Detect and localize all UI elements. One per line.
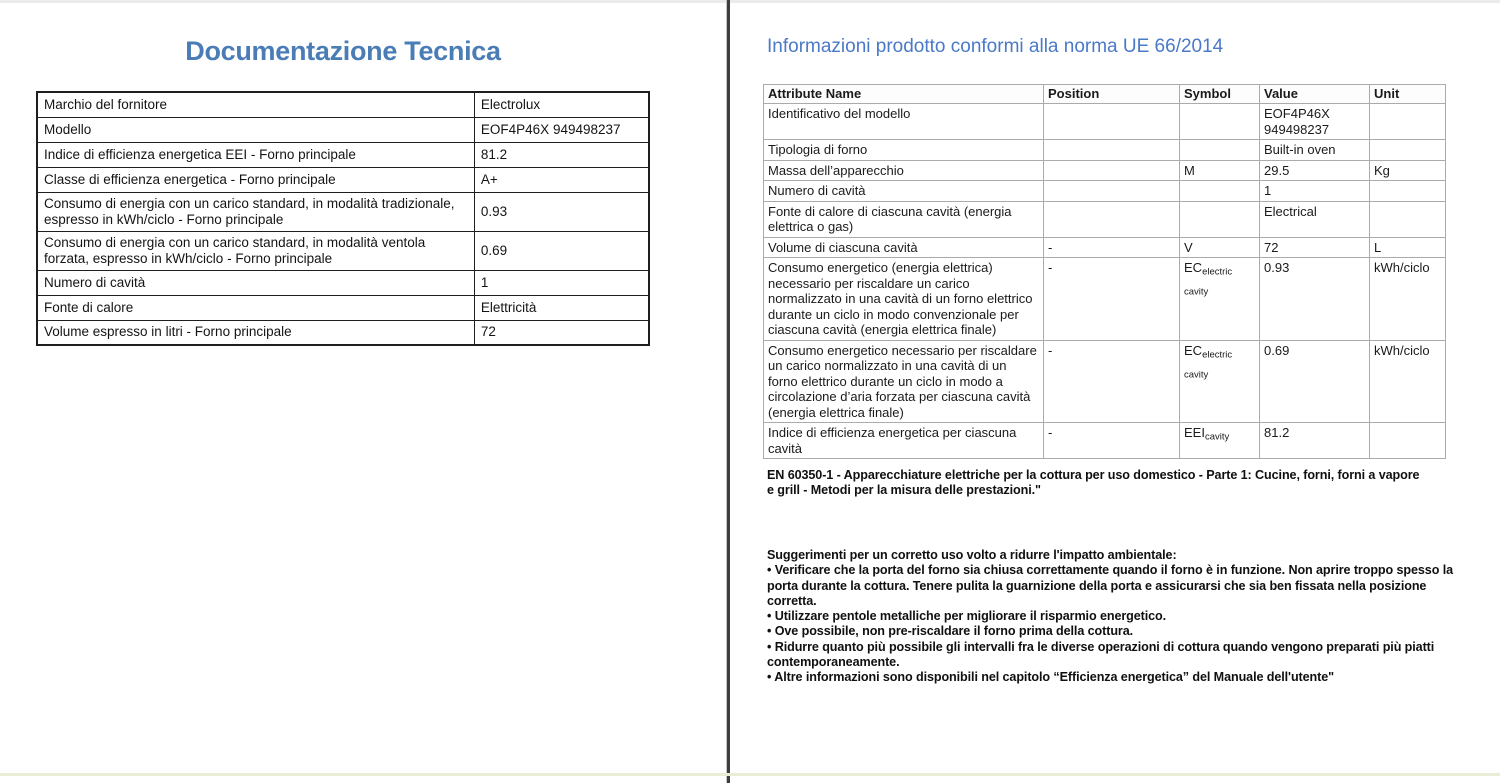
unit-cell: kWh/ciclo bbox=[1370, 258, 1446, 341]
attribute-cell: Consumo energetico (energia elettrica) necessario per riscaldare un carico normalizzato in una cavità di un forno elettrico durante un ciclo in modo convenzionale per ciascuna cavità (energia elettrica finale) bbox=[764, 258, 1044, 341]
spec-label-cell: Numero di cavità bbox=[37, 270, 474, 295]
product-row bbox=[764, 140, 1446, 161]
symbol-cell bbox=[1180, 160, 1260, 181]
attribute-cell: Numero di cavità bbox=[764, 181, 1044, 202]
symbol-cell bbox=[1180, 201, 1260, 237]
suggestion-item: • Ove possibile, non pre-riscaldare il forno prima della cottura. bbox=[767, 624, 1134, 639]
right-page bbox=[726, 0, 1500, 783]
suggestions-list bbox=[767, 563, 1457, 685]
value-cell: Electrical bbox=[1260, 201, 1370, 237]
left-page-title: Documentazione Tecnica bbox=[185, 36, 501, 66]
position-cell bbox=[1044, 201, 1180, 237]
suggestion-item: • Verificare che la porta del forno sia chiusa correttamente quando il forno è in funzione. Non aprire troppo spesso la porta durante la cottura. Tenere pulita la guarnizione della porta e assicurarsi che sia ben fissata nella posizione corretta. bbox=[767, 563, 1454, 608]
product-table-header: Unit bbox=[1370, 85, 1446, 104]
suggestion-item: • Altre informazioni sono disponibili nel capitolo “Efficienza energetica” del Manuale dell'utente" bbox=[767, 670, 1335, 685]
product-row bbox=[764, 201, 1446, 237]
symbol-base: EEI bbox=[1184, 425, 1205, 440]
product-table-header: Symbol bbox=[1180, 85, 1260, 104]
position-cell: - bbox=[1044, 258, 1180, 341]
unit-cell: Kg bbox=[1370, 160, 1446, 181]
symbol-cell bbox=[1180, 340, 1260, 423]
value-cell: 29.5 bbox=[1260, 160, 1370, 181]
position-cell bbox=[1044, 104, 1180, 140]
spec-table-body bbox=[37, 92, 649, 345]
spec-row bbox=[37, 167, 649, 192]
position-cell bbox=[1044, 140, 1180, 161]
suggestions-block bbox=[767, 548, 1457, 686]
product-table-header: Position bbox=[1044, 85, 1180, 104]
symbol-base: EC bbox=[1184, 342, 1203, 358]
symbol-subscript: electric cavity bbox=[1184, 266, 1233, 298]
spec-value-cell: A+ bbox=[474, 167, 649, 192]
spec-table bbox=[36, 91, 650, 346]
symbol-subscript: electric cavity bbox=[1184, 349, 1233, 380]
attribute-cell: Tipologia di forno bbox=[764, 140, 1044, 161]
spec-row bbox=[37, 192, 649, 231]
spec-value-cell: Elettricità bbox=[474, 295, 649, 320]
product-table-header: Attribute Name bbox=[764, 85, 1044, 104]
product-table-body bbox=[764, 104, 1446, 459]
unit-cell: kWh/ciclo bbox=[1370, 340, 1446, 423]
unit-cell bbox=[1370, 181, 1446, 202]
symbol-base: EC bbox=[1184, 260, 1203, 275]
spec-label-cell: Volume espresso in litri - Forno principale bbox=[37, 320, 474, 345]
spec-row bbox=[37, 231, 649, 270]
value-cell: 72 bbox=[1260, 237, 1370, 258]
product-row bbox=[764, 181, 1446, 202]
spec-value-cell: 0.93 bbox=[474, 192, 649, 231]
spec-row bbox=[37, 142, 649, 167]
spec-label-cell: Classe di efficienza energetica - Forno principale bbox=[37, 167, 474, 192]
position-cell bbox=[1044, 181, 1180, 202]
spec-row bbox=[37, 270, 649, 295]
right-page-title: Informazioni prodotto conformi alla norma UE 66/2014 bbox=[767, 36, 1224, 57]
product-row bbox=[764, 104, 1446, 140]
unit-cell bbox=[1370, 140, 1446, 161]
spec-label-cell: Marchio del fornitore bbox=[37, 92, 474, 117]
spec-row bbox=[37, 117, 649, 142]
symbol-cell bbox=[1180, 181, 1260, 202]
unit-cell bbox=[1370, 201, 1446, 237]
position-cell: - bbox=[1044, 340, 1180, 423]
spec-label-cell: Consumo di energia con un carico standard, in modalità tradizionale, espresso in kWh/ciclo - Forno principale bbox=[37, 192, 474, 231]
value-cell: 0.93 bbox=[1260, 258, 1370, 341]
spec-label-cell: Indice di efficienza energetica EEI - Forno principale bbox=[37, 142, 474, 167]
standard-note: EN 60350-1 - Apparecchiature elettriche per la cottura per uso domestico - Parte 1: Cucine, forni, forni a vapore e grill - Metodi per la misura delle prestazioni." bbox=[767, 468, 1420, 498]
spec-row bbox=[37, 295, 649, 320]
value-cell: Built-in oven bbox=[1260, 140, 1370, 161]
attribute-cell: Massa dell’apparecchio bbox=[764, 160, 1044, 181]
product-row bbox=[764, 237, 1446, 258]
symbol-cell bbox=[1180, 258, 1260, 341]
spec-label-cell: Modello bbox=[37, 117, 474, 142]
unit-cell: L bbox=[1370, 237, 1446, 258]
spec-value-cell: 81.2 bbox=[474, 142, 649, 167]
spec-value-cell: 1 bbox=[474, 270, 649, 295]
product-table bbox=[763, 84, 1446, 459]
product-row bbox=[764, 258, 1446, 341]
unit-cell bbox=[1370, 104, 1446, 140]
product-row bbox=[764, 160, 1446, 181]
suggestions-heading: Suggerimenti per un corretto uso volto a ridurre l'impatto ambientale: bbox=[767, 548, 1177, 562]
product-row bbox=[764, 423, 1446, 459]
spec-row bbox=[37, 320, 649, 345]
symbol-cell bbox=[1180, 140, 1260, 161]
attribute-cell: Fonte di calore di ciascuna cavità (energia elettrica o gas) bbox=[764, 201, 1044, 237]
spec-label-cell: Fonte di calore bbox=[37, 295, 474, 320]
attribute-cell: Indice di efficienza energetica per ciascuna cavità bbox=[764, 423, 1044, 459]
attribute-cell: Consumo energetico necessario per riscaldare un carico normalizzato in una cavità di un forno elettrico durante un ciclo in modo a circolazione d’aria forzata per ciascuna cavità (energia elettrica finale) bbox=[764, 340, 1044, 423]
spec-value-cell: 0.69 bbox=[474, 231, 649, 270]
symbol-base: M bbox=[1184, 162, 1195, 178]
value-cell: 0.69 bbox=[1260, 340, 1370, 423]
attribute-cell: Volume di ciascuna cavità bbox=[764, 237, 1044, 258]
symbol-base: V bbox=[1184, 239, 1193, 255]
product-table-header: Value bbox=[1260, 85, 1370, 104]
left-page bbox=[0, 0, 726, 783]
position-cell bbox=[1044, 160, 1180, 181]
position-cell: - bbox=[1044, 423, 1180, 459]
product-table-head bbox=[764, 85, 1446, 104]
product-row bbox=[764, 340, 1446, 423]
position-cell: - bbox=[1044, 237, 1180, 258]
symbol-cell bbox=[1180, 104, 1260, 140]
spec-row bbox=[37, 92, 649, 117]
attribute-cell: Identificativo del modello bbox=[764, 104, 1044, 140]
suggestion-item: • Ridurre quanto più possibile gli intervalli fra le diverse operazioni di cottura quando vengono preparati più piatti contemporaneamente. bbox=[767, 639, 1435, 670]
spec-value-cell: 72 bbox=[474, 320, 649, 345]
symbol-cell bbox=[1180, 237, 1260, 258]
symbol-cell bbox=[1180, 423, 1260, 459]
product-table-header-row bbox=[764, 85, 1446, 104]
spec-value-cell: EOF4P46X 949498237 bbox=[474, 117, 649, 142]
spec-label-cell: Consumo di energia con un carico standard, in modalità ventola forzata, espresso in kWh/ciclo - Forno principale bbox=[37, 231, 474, 270]
value-cell: 1 bbox=[1260, 181, 1370, 202]
symbol-subscript: cavity bbox=[1204, 431, 1230, 443]
value-cell: 81.2 bbox=[1260, 423, 1370, 459]
suggestion-item: • Utilizzare pentole metalliche per migliorare il risparmio energetico. bbox=[767, 609, 1167, 624]
value-cell: EOF4P46X 949498237 bbox=[1260, 104, 1370, 140]
spec-value-cell: Electrolux bbox=[474, 92, 649, 117]
unit-cell bbox=[1370, 423, 1446, 459]
